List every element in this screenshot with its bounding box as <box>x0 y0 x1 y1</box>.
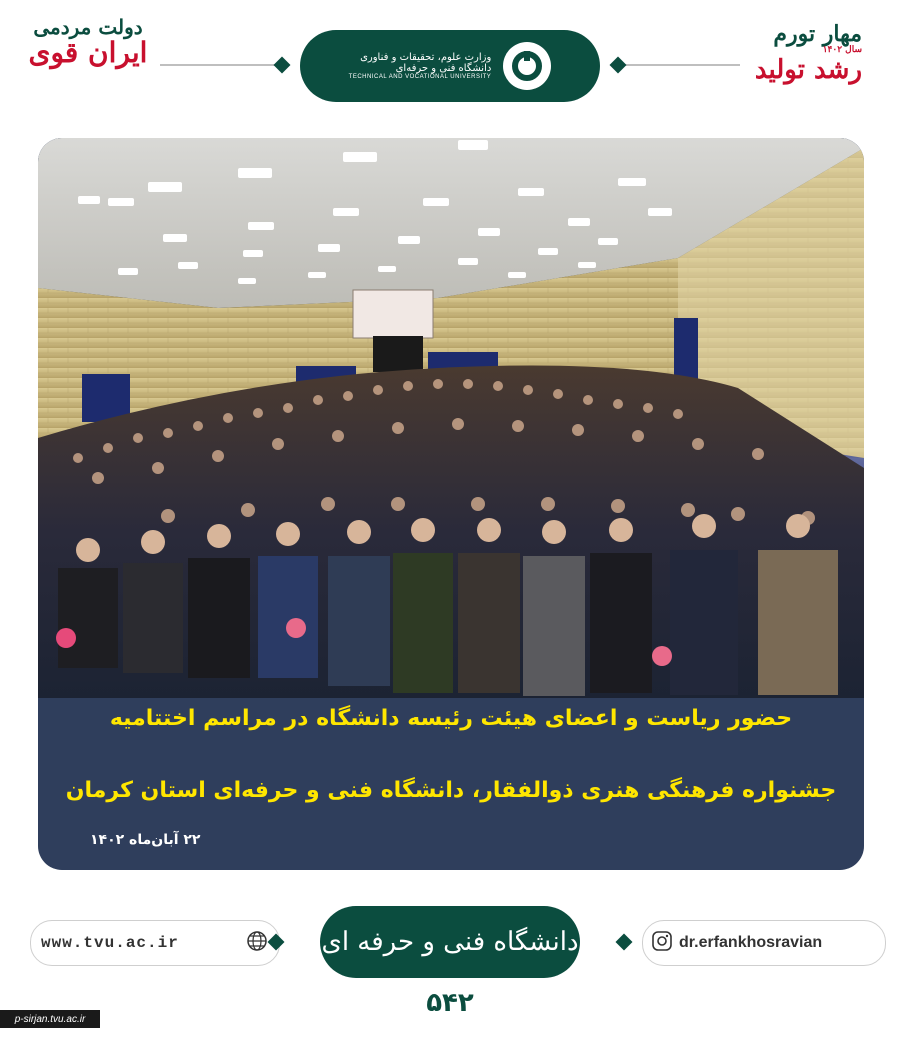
university-footer-banner <box>320 906 580 978</box>
ministry-name: وزارت علوم، تحقیقات و فناوری <box>360 52 492 63</box>
slogan-right <box>752 22 862 85</box>
header-rule-right <box>615 64 740 66</box>
tvu-logo-icon <box>503 42 551 90</box>
instagram-icon <box>651 930 673 956</box>
header-rule-left <box>160 64 285 66</box>
university-header-banner <box>300 30 600 102</box>
header-diamond-left <box>274 57 291 74</box>
website-pill[interactable] <box>30 920 280 966</box>
globe-icon <box>245 929 269 957</box>
instagram-pill[interactable] <box>642 920 886 966</box>
slogan-left-line2: ایران قوی <box>28 36 148 69</box>
instagram-handle[interactable]: dr.erfankhosravian <box>679 934 823 951</box>
news-card <box>38 138 864 870</box>
footer-diamond-right <box>616 934 633 951</box>
slogan-right-line1: مهار تورم <box>773 21 862 47</box>
slogan-right-year: سال ۱۴۰۲ <box>822 45 862 56</box>
page-number: ۵۴۲ <box>426 988 474 1018</box>
footer-university-name: دانشگاه فنی و حرفه ای <box>321 927 579 957</box>
header-diamond-right <box>610 57 627 74</box>
auditorium-photo <box>38 138 864 698</box>
website-text[interactable]: www.tvu.ac.ir <box>41 934 179 952</box>
source-credit[interactable]: p-sirjan.tvu.ac.ir <box>0 1010 100 1028</box>
slogan-left <box>28 16 148 69</box>
slogan-left-line1: دولت مردمی <box>33 15 143 39</box>
slogan-right-line2: رشد تولید <box>754 55 862 86</box>
university-name-en: TECHNICAL AND VOCATIONAL UNIVERSITY <box>348 74 492 80</box>
news-title-line1: حضور ریاست و اعضای هیئت رئیسه دانشگاه در مراسم اختتامیه <box>109 706 793 731</box>
university-name-fa: دانشگاه فنی و حرفه‌ای <box>395 63 492 74</box>
news-date: ۲۲ آبان‌ماه ۱۴۰۲ <box>90 832 201 848</box>
news-title-line2: جشنواره فرهنگی هنری ذوالفقار، دانشگاه فنی و حرفه‌ای استان کرمان <box>65 778 837 803</box>
